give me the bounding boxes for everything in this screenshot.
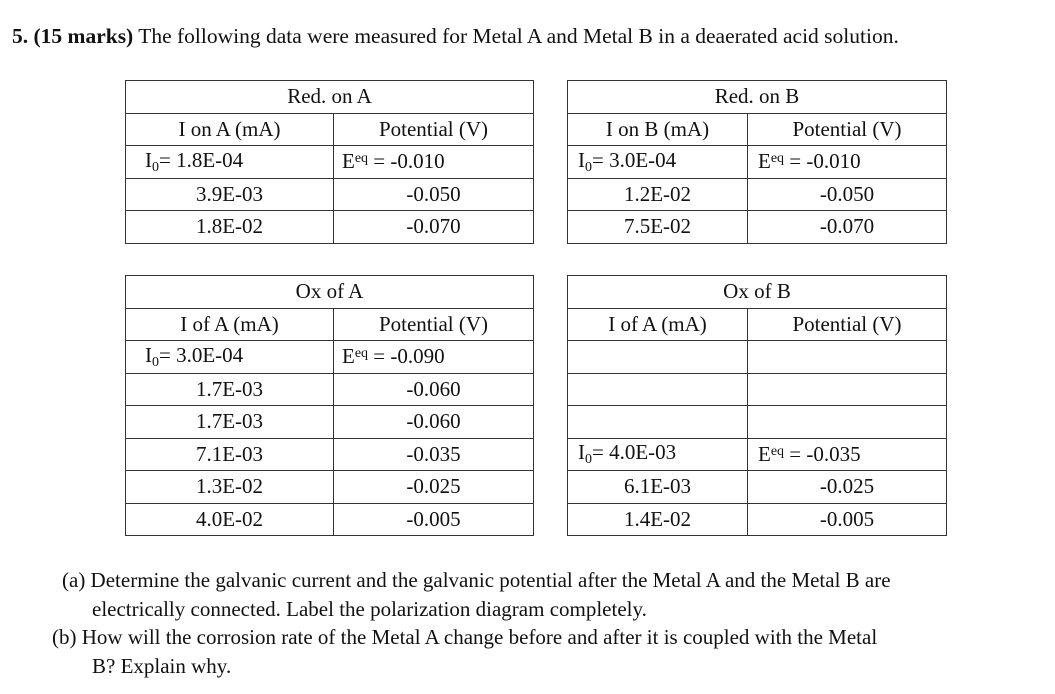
table-cell: -0.025 [334, 471, 534, 504]
table-cell: 3.9E-03 [126, 178, 334, 211]
table-cell: $I_0= 3.0E-04$ [126, 341, 334, 374]
part-b [52, 623, 891, 680]
table-cell: 1.7E-03 [126, 373, 334, 406]
table-cell: $E^{eq} = -0.010$ [748, 146, 947, 179]
column-header: Potential (V) [748, 113, 947, 146]
table-cell: -0.005 [748, 503, 947, 536]
column-header: I on A (mA) [126, 113, 334, 146]
table-title: Red. on A [126, 81, 534, 114]
table-cell: -0.060 [334, 373, 534, 406]
table-cell: 1.4E-02 [568, 503, 748, 536]
column-header: I of A (mA) [126, 308, 334, 341]
table-cell: $E^{eq} = -0.035$ [748, 438, 947, 471]
table-cell: $I_0= 3.0E-04$ [568, 146, 748, 179]
part-a-line-1: (a) Determine the galvanic current and the galvanic potential after the Metal A and the Metal B are [62, 568, 891, 592]
table-cell: -0.070 [334, 211, 534, 244]
part-a [62, 566, 891, 623]
part-a-line-2: electrically connected. Label the polarization diagram completely. [92, 596, 647, 621]
table-cell: -0.025 [748, 471, 947, 504]
column-header: Potential (V) [748, 308, 947, 341]
table-ox-of-a [125, 275, 534, 536]
table-cell: -0.050 [334, 178, 534, 211]
column-header: Potential (V) [334, 113, 534, 146]
table-cell [568, 373, 748, 406]
table-title: Ox of A [126, 276, 534, 309]
column-header: Potential (V) [334, 308, 534, 341]
part-b-line-2: B? Explain why. [92, 653, 232, 678]
table-cell: -0.005 [334, 503, 534, 536]
table-cell: $I_0= 1.8E-04$ [126, 146, 334, 179]
table-cell [748, 406, 947, 439]
table-cell [748, 373, 947, 406]
table-cell: 1.3E-02 [126, 471, 334, 504]
table-cell: 1.8E-02 [126, 211, 334, 244]
part-b-line-1: (b) How will the corrosion rate of the Metal A change before and after it is coupled with the Metal [52, 625, 878, 649]
table-title: Red. on B [568, 81, 947, 114]
table-cell: $I_0= 4.0E-03$ [568, 438, 748, 471]
table-cell: -0.050 [748, 178, 947, 211]
table-ox-of-b [567, 275, 947, 536]
table-cell: 4.0E-02 [126, 503, 334, 536]
question-parts [52, 566, 891, 680]
table-cell: -0.035 [334, 438, 534, 471]
table-cell [748, 341, 947, 374]
table-cell [568, 341, 748, 374]
table-cell: $E^{eq} = -0.090$ [334, 341, 534, 374]
table-red-on-a [125, 80, 534, 244]
column-header: I on B (mA) [568, 113, 748, 146]
table-cell: -0.060 [334, 406, 534, 439]
table-cell: 7.5E-02 [568, 211, 748, 244]
question-header [12, 24, 899, 49]
table-cell [568, 406, 748, 439]
table-red-on-b [567, 80, 947, 244]
table-cell: 1.7E-03 [126, 406, 334, 439]
table-cell: -0.070 [748, 211, 947, 244]
table-cell: 1.2E-02 [568, 178, 748, 211]
table-cell: 7.1E-03 [126, 438, 334, 471]
question-number-marks: 5. (15 marks) [12, 24, 134, 48]
table-cell: $E^{eq} = -0.010$ [334, 146, 534, 179]
table-cell: 6.1E-03 [568, 471, 748, 504]
question-text: The following data were measured for Metal A and Metal B in a deaerated acid solution. [133, 24, 899, 48]
column-header: I of A (mA) [568, 308, 748, 341]
table-title: Ox of B [568, 276, 947, 309]
